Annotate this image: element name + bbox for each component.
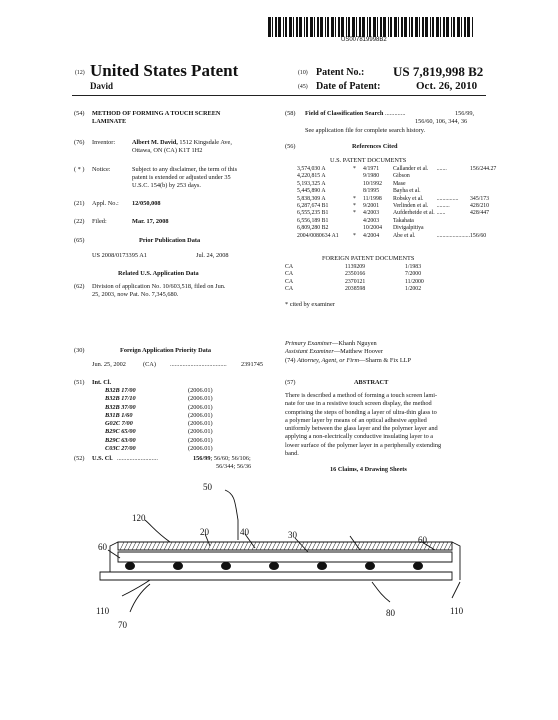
us-doc-name: Mase [393,180,406,187]
ref-label-110-left: 110 [96,606,110,616]
us-doc-date: 4/2003 [363,210,380,217]
barcode-bar [419,17,420,37]
barcode-bar [409,17,410,37]
us-doc-row [297,166,496,173]
us-doc-row [297,196,496,203]
foreign-doc-row [285,271,424,278]
us-doc-star: * [353,166,356,172]
us-doc-star: * [353,232,356,239]
us-doc-no: 6,809,280 B2 [297,225,329,232]
barcode-bar [356,17,357,37]
foreign-doc-no: 2350166 [345,271,366,278]
us-doc-cls [470,173,496,180]
barcode-bar [268,17,271,37]
barcode-bar [422,17,424,37]
header-divider [72,95,486,96]
barcode-bar [415,17,418,37]
field-65-code: (65) [74,237,85,244]
barcode-bar [317,17,319,37]
spacer-dot [365,562,375,570]
references-cited-heading: References Cited [352,143,398,150]
barcode-bar [377,17,378,37]
barcode-bar [314,17,315,37]
barcode-bar [373,17,376,37]
us-doc-row [297,218,496,225]
barcode-bar [425,17,428,37]
ref-label-60-right: 60 [418,535,427,545]
barcode-bar [304,17,305,37]
barcode-bar [432,17,434,37]
barcode-bar [335,17,336,37]
related-line1: Division of application No. 10/603,518, filed on Jun. [92,283,226,290]
foreign-patent-docs-table [285,264,424,294]
int-cl-label: Int. Cl. [92,379,112,386]
us-cl-dots: .......................... [117,455,158,462]
int-cl-class: B32B 17/00 [105,387,136,394]
patent-no-label: Patent No.: [316,67,365,78]
barcode-bar [430,17,431,37]
inventor-address2: Ottawa, ON (CA) K1T 1H2 [132,147,203,154]
int-cl-list [105,387,213,453]
foreign-doc-cc: CA [285,271,294,278]
us-doc-date: 8/1995 [363,188,380,195]
invention-title: METHOD OF FORMING A TOUCH SCREEN LAMINATE [92,110,221,126]
us-doc-dots: ....................... [436,232,471,239]
us-cl-line2: 56/344; 56/36 [216,463,252,470]
int-cl-class: B32B 17/10 [105,395,136,403]
barcode-bar [306,17,308,37]
spacer-dot [269,562,279,570]
foreign-doc-cc: CA [285,264,294,270]
us-doc-date: 11/1998 [363,195,382,202]
us-doc-name: Robsky et al. [393,195,424,202]
int-cl-version: (2006.01) [188,403,213,411]
barcode-bar [289,17,292,37]
us-doc-dots [437,181,470,188]
barcode-number: US007819998B2 [341,37,387,43]
us-doc-dots: ......... [436,203,450,210]
barcode-bar [394,17,397,37]
barcode-bar [341,17,344,37]
us-doc-row [297,188,496,195]
abstract-line: applying a non-electrically conductive insulating layer to a [285,433,434,441]
us-doc-no: 5,445,890 A [297,188,326,195]
barcode-graphic [268,17,476,37]
foreign-doc-date: 1/2002 [405,286,422,293]
int-cl-row [105,437,213,445]
foreign-doc-date: 1/1983 [405,264,422,270]
us-doc-date: 10/2004 [363,225,383,232]
us-doc-star: * [353,203,356,210]
field-62-code: (62) [74,283,85,290]
field-22-code: (22) [74,218,85,225]
abstract-heading: ABSTRACT [354,379,389,386]
us-doc-no: 6,555,235 B1 [297,210,329,217]
us-doc-date: 4/2003 [363,217,380,224]
us-doc-name: Callander et al. [393,166,429,172]
code-45: (45) [298,84,308,90]
us-doc-date: 9/2001 [363,203,380,210]
int-cl-class: G02C 7/00 [105,420,133,428]
attorney-label: Attorney, Agent, or Firm [297,357,360,364]
us-doc-dots [437,218,470,225]
related-data-heading: Related U.S. Application Data [118,270,199,277]
abstract-line: uniformly between the glass layer and the polymer layer and [285,425,438,433]
barcode-bar [453,17,455,37]
barcode-bar [380,17,382,37]
us-doc-no: 5,193,325 A [297,180,326,187]
us-doc-cls: 345/173 [470,195,490,202]
ref-label-30: 30 [288,530,297,540]
us-doc-row [297,181,496,188]
ref-label-50: 50 [203,482,212,492]
spacer-dot [317,562,327,570]
abstract-line: lower surface of the polymer layer in a peripherally extending [285,441,442,449]
us-doc-name: Verlinden et al. [393,203,429,210]
field-54-code: (54) [74,110,85,117]
barcode-bar [404,17,407,37]
us-doc-cls [470,218,496,225]
int-cl-row [105,395,213,403]
attorney-name: —Sharm & Fix LLP [359,357,412,364]
spacer-dot [125,562,135,570]
us-doc-no: 3,574,030 A [297,166,326,172]
us-doc-date: 4/1971 [363,166,380,172]
us-cl-rest: ; 56/60; 56/106; [210,455,251,462]
foreign-doc-date: 7/2000 [405,271,422,278]
us-doc-dots: ...... [436,210,446,217]
classification-search-v2: 156/60, 106, 344, 36 [415,118,468,125]
barcode-bar [446,17,449,37]
field-57-code: (57) [285,379,296,386]
classification-search-dots: ............. [385,110,406,117]
us-patent-docs-table [297,166,496,240]
int-cl-row [105,428,213,436]
abstract-line: nate for use in a resistive touch screen display, the method [285,400,432,408]
us-doc-name: Aufderheide et al. [393,210,435,217]
ref-label-80: 80 [386,608,395,618]
us-doc-dots [437,173,470,180]
us-doc-no: 6,287,674 B1 [297,203,329,210]
prior-publication-number: US 2008/0173395 A1 [92,252,147,259]
foreign-doc-no: 2038598 [345,286,366,293]
code-12: (12) [75,70,85,76]
barcode-bar [272,17,273,37]
us-doc-no: 2004/0080634 A1 [297,232,339,239]
ref-label-20: 20 [200,527,209,537]
int-cl-row [105,404,213,412]
spacer-dot [221,562,231,570]
representative-figure [60,480,500,650]
us-doc-cls [470,181,496,188]
us-doc-no: 4,220,815 A [297,173,326,180]
barcode-bar [278,17,281,37]
foreign-doc-date: 11/2000 [405,278,424,285]
us-doc-cls: 156/60 [470,232,487,239]
int-cl-class: C03C 27/00 [105,445,136,453]
int-cl-version: (2006.01) [188,411,213,419]
inventor-name: Albert M. David, [132,139,178,146]
notice-line1: Subject to any disclaimer, the term of this [132,166,238,173]
appl-no-label: Appl. No.: [92,200,119,207]
int-cl-row [105,445,213,453]
filed-label: Filed: [92,218,107,225]
filed-value: Mar. 17, 2008 [132,218,169,225]
barcode-bar [293,17,294,37]
prior-publication-date: Jul. 24, 2008 [196,252,229,259]
patent-type-title: United States Patent [90,61,239,80]
us-doc-no: 6,556,189 B1 [297,217,329,224]
ref-label-70: 70 [118,620,127,630]
int-cl-version: (2006.01) [188,436,213,444]
cited-by-examiner: * cited by examiner [285,301,335,308]
us-doc-star [353,181,363,188]
int-cl-version: (2006.01) [188,387,213,394]
us-doc-star [353,173,363,180]
barcode-bar [367,17,368,37]
related-line2: 25, 2003, now Pat. No. 7,345,680. [92,291,179,298]
field-21-code: (21) [74,200,85,207]
barcode-bar [283,17,284,37]
barcode-bar [327,17,329,37]
barcode-bar [352,17,355,37]
barcode-bar [461,17,462,37]
assistant-examiner-name: —Matthew Hoover [333,348,383,355]
claims-and-sheets: 16 Claims, 4 Drawing Sheets [330,466,407,473]
notice-line2: patent is extended or adjusted under 35 [132,174,231,181]
us-doc-row [297,233,496,240]
patent-number: US 7,819,998 B2 [393,64,484,79]
foreign-patent-docs-heading: FOREIGN PATENT DOCUMENTS [322,255,415,262]
barcode-bar [457,17,460,37]
us-doc-star [353,188,363,195]
field-52-code: (52) [74,455,85,462]
us-doc-dots [437,225,470,232]
barcode-bar [390,17,392,37]
field-76-code: (76) [74,139,85,146]
abstract-line: a polymer layer by means of an optical adhesive applied [285,416,427,424]
barcode-bar [275,17,277,37]
classification-search-v1: 156/99, [455,110,475,117]
ref-label-60-left: 60 [98,542,107,552]
us-cl-label: U.S. Cl. [92,455,113,462]
foreign-priority-heading: Foreign Application Priority Data [120,347,212,354]
us-doc-date: 10/1992 [363,180,383,187]
barcode-bar [472,17,473,37]
int-cl-class: B29C 63/00 [105,436,136,444]
barcode-bar [310,17,313,37]
barcode-bar [443,17,445,37]
barcode-bar [398,17,399,37]
foreign-doc-no: 1139209 [345,264,366,270]
us-doc-name: Divigalpitiya [393,225,424,232]
barcode-bar [338,17,340,37]
priority-dots: .................................... [170,361,227,368]
int-cl-row [105,412,213,420]
notice-code: ( * ) [74,166,85,173]
barcode-bar [369,17,371,37]
priority-number: 2391745 [241,361,264,368]
ref-label-120: 120 [132,513,146,523]
us-doc-row [297,225,496,232]
us-doc-name: Takahata [393,217,414,224]
prior-publication-heading: Prior Publication Data [139,237,201,244]
field-51-code: (51) [74,379,85,386]
classification-search-note: See application file for complete search history. [305,127,426,134]
foreign-doc-cc: CA [285,278,294,285]
appl-no-value: 12/050,008 [132,200,161,207]
int-cl-class: B29C 65/00 [105,428,136,436]
foreign-doc-cc: CA [285,286,294,293]
barcode-bar [436,17,439,37]
int-cl-version: (2006.01) [188,428,213,436]
us-doc-row [297,210,496,217]
foreign-doc-row [285,279,424,286]
us-doc-cls: 156/244.27 [470,166,497,172]
abstract-body [285,392,485,458]
code-10: (10) [298,70,308,76]
assistant-examiner [285,348,383,356]
inventor-label: Inventor: [92,139,116,146]
int-cl-version: (2006.01) [188,420,213,428]
field-30-code: (30) [74,347,85,354]
inventor-surname: David [90,81,114,91]
barcode-bar [348,17,350,37]
us-doc-name: Abe et al. [393,232,416,239]
us-doc-date: 4/2004 [363,232,380,239]
barcode-bar [440,17,441,37]
foreign-doc-row [285,264,424,271]
ref-label-40: 40 [240,527,249,537]
barcode-bar [464,17,466,37]
us-doc-name: Gibson [393,173,410,180]
primary-examiner-name: —Khanh Nguyen [332,340,377,347]
spacer-dot [173,562,183,570]
barcode-bar [285,17,287,37]
us-doc-date: 9/1980 [363,173,380,180]
inventor-address1: 1512 Kingsdale Ave, [177,139,232,146]
notice-line3: U.S.C. 154(b) by 253 days. [132,182,201,189]
barcode-bar [467,17,470,37]
us-doc-star: * [353,210,356,217]
field-74-code: (74) [285,357,296,364]
priority-country: (CA) [143,361,156,368]
barcode-bar [320,17,323,37]
int-cl-row [105,387,213,395]
foreign-doc-no: 2370121 [345,278,366,285]
int-cl-version: (2006.01) [188,395,213,403]
us-doc-star [353,225,363,232]
barcode-bar [325,17,326,37]
us-doc-star [353,218,363,225]
us-doc-cls: 428/210 [470,203,490,210]
us-doc-cls: 428/447 [470,210,490,217]
int-cl-row [105,420,213,428]
us-doc-cls [470,225,496,232]
us-doc-name: Bayha et al. [393,188,421,195]
int-cl-class: B32B 37/00 [105,403,136,411]
barcode-bar [383,17,386,37]
us-doc-cls [470,188,496,195]
priority-date: Jun. 25, 2002 [92,361,126,368]
classification-search-label: Field of Classification Search [305,110,384,117]
spacer-dot [413,562,423,570]
barcode-bar [296,17,298,37]
int-cl-class: B31B 1/60 [105,411,133,419]
field-56-code: (56) [285,143,296,150]
field-58-line1 [305,110,405,118]
barcode-bar [411,17,413,37]
assistant-examiner-label: Assistant Examiner [285,348,334,355]
field-58-code: (58) [285,110,296,117]
us-doc-dots [437,188,470,195]
barcode-bar [451,17,452,37]
barcode-bar [359,17,361,37]
us-doc-star: * [353,195,356,202]
us-doc-row [297,173,496,180]
primary-examiner-label: Primary Examiner [285,340,333,347]
attorney [285,357,411,365]
barcode-bar [346,17,347,37]
abstract-line: There is described a method of forming a touch screen lami- [285,392,438,399]
abstract-line: band. [285,450,299,458]
barcode-bar [362,17,365,37]
barcode-bar [388,17,389,37]
barcode-bar [331,17,334,37]
ref-label-110-right: 110 [450,606,464,616]
int-cl-version: (2006.01) [188,445,213,453]
barcode-bar [299,17,302,37]
us-cl-main: 156/99 [193,455,211,462]
date-of-patent: Oct. 26, 2010 [416,80,478,92]
us-patent-docs-heading: U.S. PATENT DOCUMENTS [330,157,407,164]
date-of-patent-label: Date of Patent: [316,81,381,92]
us-doc-dots: ....... [436,166,447,172]
foreign-doc-row [285,286,424,293]
barcode [268,17,476,37]
notice-label: Notice: [92,166,111,173]
abstract-line: comprising the steps of bonding a layer of ultra-thin glass to [285,408,437,416]
barcode-bar [401,17,403,37]
us-doc-dots: ............... [436,195,459,202]
us-doc-no: 5,838,309 A [297,195,326,202]
